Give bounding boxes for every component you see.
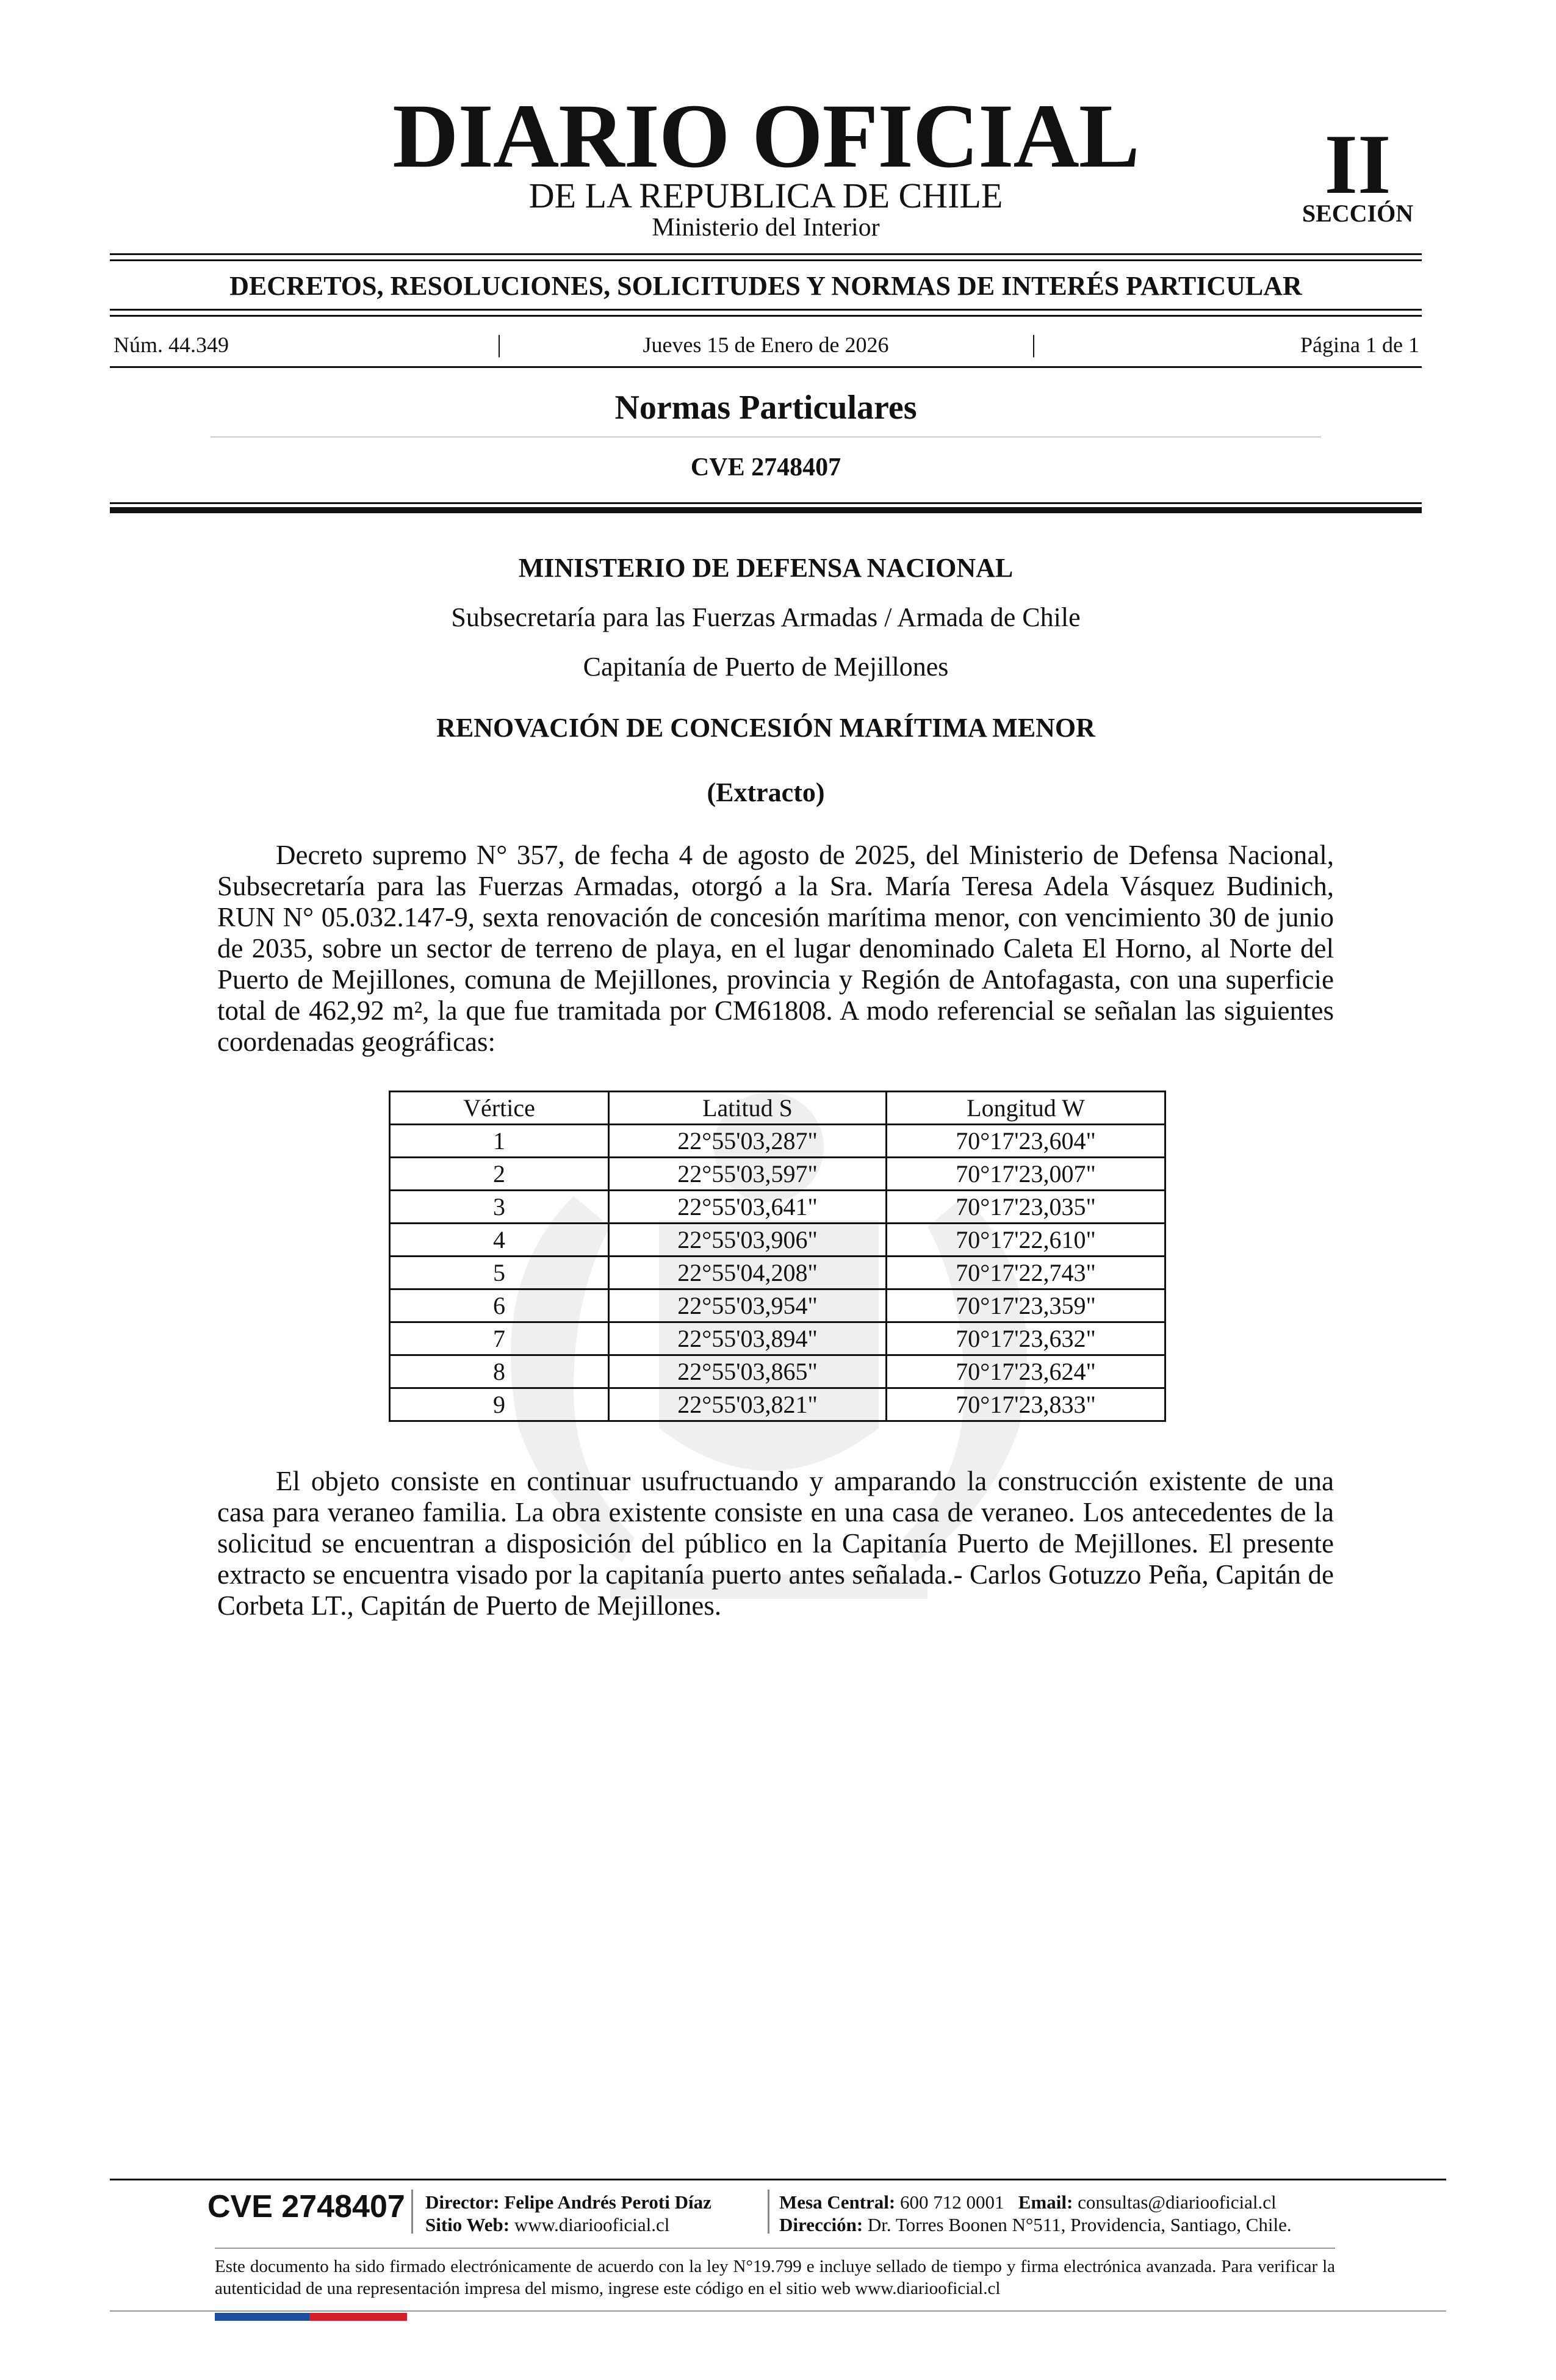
mesa-phone: 600 712 0001 xyxy=(900,2191,1004,2213)
cve-code: CVE 2748407 xyxy=(690,453,841,481)
cve-rule-thin xyxy=(110,502,1422,504)
address-label: Dirección: xyxy=(779,2214,863,2235)
longitude-cell: 70°17'22,743" xyxy=(887,1257,1165,1289)
vertex-cell: 4 xyxy=(390,1224,609,1257)
table-row xyxy=(390,1355,1165,1388)
category-heading: Normas Particulares xyxy=(614,389,917,427)
address-value: Dr. Torres Boonen N°511, Providencia, Santiago, Chile. xyxy=(867,2214,1292,2235)
category-underline xyxy=(211,436,1321,438)
page-count: Página 1 de 1 xyxy=(1300,333,1419,357)
vertex-cell: 9 xyxy=(390,1388,609,1421)
capitania: Capitanía de Puerto de Mejillones xyxy=(583,652,949,682)
table-row xyxy=(390,1388,1165,1421)
section-heading: DECRETOS, RESOLUCIONES, SOLICITUDES Y NORMAS DE INTERÉS PARTICULAR xyxy=(229,271,1302,301)
decree-paragraph: Decreto supremo N° 357, de fecha 4 de agosto de 2025, del Ministerio de Defensa Nacional, Subsecretaría para las Fuerzas Armadas, otorgó a la Sra. María Teresa Adela Vásquez Budinich, RUN N° 05.032.147-9, sexta renovación de concesión marítima menor, con vencimiento 30 de junio de 2035, sobre un sector de terreno de playa, en el lugar denominado Caleta El Horno, al Norte del Puerto de Mejillones, comuna de Mejillones, provincia y Región de Antofagasta, con una superficie total de 462,92 m², la que fue tramitada por CM61808. A modo referencial se señalan las siguientes coordenadas geográficas: xyxy=(217,840,1334,1057)
coordinates-table xyxy=(389,1091,1166,1422)
vertex-cell: 6 xyxy=(390,1289,609,1322)
vertex-cell: 8 xyxy=(390,1355,609,1388)
issue-rule xyxy=(110,366,1422,368)
table-header-row xyxy=(390,1092,1165,1125)
latitude-cell: 22°55'03,906" xyxy=(609,1224,887,1257)
latitude-cell: 22°55'03,865" xyxy=(609,1355,887,1388)
cve-rule-thick xyxy=(110,507,1422,513)
legal-notice: Este documento ha sido firmado electrónicamente de acuerdo con la ley N°19.799 e incluye sellado de tiempo y firma electrónica avanzada. Para verificar la autenticidad de una representación impresa del mismo, ingrese este código en el sitio web www.diariooficial.cl xyxy=(215,2257,1335,2298)
latitude-cell: 22°55'03,597" xyxy=(609,1158,887,1191)
website-label: Sitio Web: xyxy=(425,2214,510,2235)
longitude-cell: 70°17'23,632" xyxy=(887,1322,1165,1355)
footer-address xyxy=(779,2213,1292,2236)
latitude-cell: 22°55'03,954" xyxy=(609,1289,887,1322)
email-label: Email: xyxy=(1018,2191,1073,2213)
longitude-cell: 70°17'23,359" xyxy=(887,1289,1165,1322)
column-header-longitude: Longitud W xyxy=(887,1092,1165,1125)
latitude-cell: 22°55'03,894" xyxy=(609,1322,887,1355)
subsecretaria: Subsecretaría para las Fuerzas Armadas / Armada de Chile xyxy=(451,602,1081,632)
masthead-title: DIARIO OFICIAL xyxy=(392,85,1139,187)
footer-rule-top xyxy=(110,2179,1446,2180)
latitude-cell: 22°55'03,287" xyxy=(609,1125,887,1158)
footer-rule-mid xyxy=(215,2248,1335,2249)
table-row xyxy=(390,1257,1165,1289)
ministry-interior: Ministerio del Interior xyxy=(652,214,880,242)
footer-divider xyxy=(768,2190,769,2234)
footer-website xyxy=(425,2213,669,2236)
longitude-cell: 70°17'22,610" xyxy=(887,1224,1165,1257)
longitude-cell: 70°17'23,007" xyxy=(887,1158,1165,1191)
table-row xyxy=(390,1322,1165,1355)
website-link[interactable]: www.diariooficial.cl xyxy=(514,2214,670,2235)
header-rule-top-2 xyxy=(110,259,1422,261)
table-row xyxy=(390,1289,1165,1322)
column-header-latitude: Latitud S xyxy=(609,1092,887,1125)
issue-date: Jueves 15 de Enero de 2026 xyxy=(643,333,889,357)
director-name: Felipe Andrés Peroti Díaz xyxy=(504,2191,711,2213)
document-title: RENOVACIÓN DE CONCESIÓN MARÍTIMA MENOR xyxy=(436,713,1095,743)
column-header-vertex: Vértice xyxy=(390,1092,609,1125)
footer-director xyxy=(425,2191,711,2213)
vertex-cell: 1 xyxy=(390,1125,609,1158)
footer-divider xyxy=(411,2190,413,2234)
email-link[interactable]: consultas@diariooficial.cl xyxy=(1078,2191,1277,2213)
vertex-cell: 7 xyxy=(390,1322,609,1355)
footer-contact xyxy=(779,2191,1277,2213)
issue-number: Núm. 44.349 xyxy=(113,333,229,357)
flag-stripe-blue xyxy=(215,2313,309,2321)
latitude-cell: 22°55'03,821" xyxy=(609,1388,887,1421)
vertex-cell: 5 xyxy=(390,1257,609,1289)
object-paragraph: El objeto consiste en continuar usufructuando y amparando la construcción existente de una casa para veraneo familia. La obra existente consiste en una casa de veraneo. Los antecedentes de la solicitud se encuentran a disposición del público en la Capitanía Puerto de Mejillones. El presente extracto se encuentra visado por la capitanía puerto antes señalada.- Carlos Gotuzzo Peña, Capitán de Corbeta LT., Capitán de Puerto de Mejillones. xyxy=(217,1466,1334,1621)
footer-cve-code: CVE 2748407 xyxy=(207,2189,405,2224)
issue-separator: | xyxy=(497,330,502,358)
extract-label: (Extracto) xyxy=(707,777,825,807)
issue-separator: | xyxy=(1031,330,1037,358)
section-heading-rule xyxy=(110,309,1422,311)
section-label: SECCIÓN xyxy=(1302,200,1414,227)
director-label: Director: xyxy=(425,2191,500,2213)
republic-subtitle: DE LA REPUBLICA DE CHILE xyxy=(528,176,1003,215)
vertex-cell: 2 xyxy=(390,1158,609,1191)
longitude-cell: 70°17'23,624" xyxy=(887,1355,1165,1388)
flag-stripe-red xyxy=(309,2313,407,2321)
mesa-label: Mesa Central: xyxy=(779,2191,896,2213)
longitude-cell: 70°17'23,604" xyxy=(887,1125,1165,1158)
header-rule-top xyxy=(110,253,1422,255)
section-heading-rule-2 xyxy=(110,315,1422,317)
section-number: II xyxy=(1324,117,1391,212)
table-row xyxy=(390,1158,1165,1191)
latitude-cell: 22°55'04,208" xyxy=(609,1257,887,1289)
footer-rule-bottom xyxy=(110,2310,1446,2312)
table-row xyxy=(390,1191,1165,1224)
issuing-ministry: MINISTERIO DE DEFENSA NACIONAL xyxy=(518,553,1014,583)
latitude-cell: 22°55'03,641" xyxy=(609,1191,887,1224)
longitude-cell: 70°17'23,035" xyxy=(887,1191,1165,1224)
table-row xyxy=(390,1125,1165,1158)
longitude-cell: 70°17'23,833" xyxy=(887,1388,1165,1421)
table-row xyxy=(390,1224,1165,1257)
vertex-cell: 3 xyxy=(390,1191,609,1224)
